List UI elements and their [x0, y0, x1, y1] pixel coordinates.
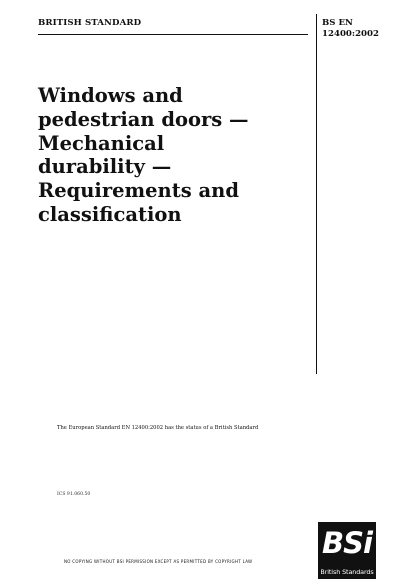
standard-code-line2: 12400:2002	[322, 28, 379, 39]
title-line: Mechanical	[38, 131, 165, 155]
document-title	[38, 84, 318, 227]
title-line: durability —	[38, 155, 172, 179]
status-note: The European Standard EN 12400:2002 has the status of a British Standard	[57, 425, 259, 431]
bsi-logo-mark	[318, 522, 376, 566]
bsi-logo	[318, 522, 376, 580]
series-label: BRITISH STANDARD	[38, 18, 142, 28]
ics-code: ICS 91.060.50	[57, 492, 91, 497]
standard-code-line1: BS EN	[322, 18, 353, 28]
bsi-logo-name: British Standards	[320, 568, 374, 576]
standard-code	[322, 18, 379, 39]
title-line: classification	[38, 202, 182, 226]
header-rule	[38, 34, 308, 35]
bsi-logo-bar	[318, 566, 376, 579]
title-line: Windows and	[38, 84, 183, 107]
copyright-notice: NO COPYING WITHOUT BSI PERMISSION EXCEPT AS PERMITTED BY COPYRIGHT LAW	[64, 559, 253, 564]
title-line: Requirements and	[38, 179, 239, 203]
title-line: pedestrian doors —	[38, 107, 249, 131]
bsi-logo-letters: BSi	[322, 526, 372, 560]
